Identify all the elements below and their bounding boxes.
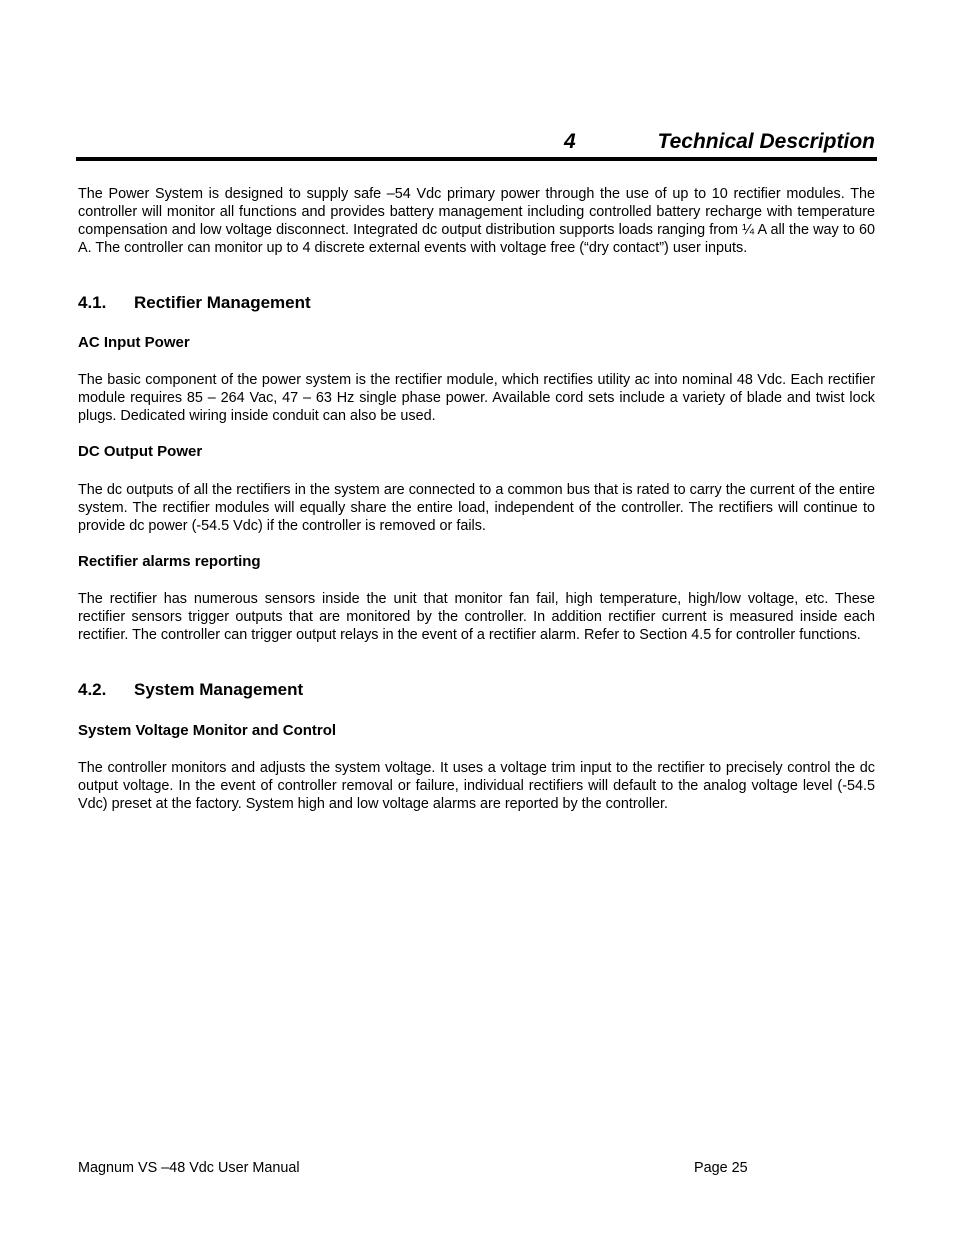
footer-manual-title: Magnum VS –48 Vdc User Manual xyxy=(78,1160,300,1176)
dc-output-paragraph: The dc outputs of all the rectifiers in the system are connected to a common bus that is rated to carry the current of the entire system. The rectifier modules will equally share the entire load, independent of the controller. The rectifiers will continue to provide dc power (-54.5 Vdc) if the controller is removed or fails. xyxy=(78,482,875,534)
ac-input-heading: AC Input Power xyxy=(78,334,190,351)
system-voltage-heading: System Voltage Monitor and Control xyxy=(78,722,337,739)
ac-input-paragraph: The basic component of the power system is the rectifier module, which rectifies utility ac into nominal 48 Vdc. Each rectifier module requires 85 – 264 Vac, 47 – 63 Hz single phase power. Available cord sets include a variety of blade and twist lock plugs. Dedicated wiring inside conduit can also be used. xyxy=(78,372,875,424)
chapter-title: Technical Description xyxy=(657,130,875,153)
section-4-1-heading xyxy=(78,292,311,314)
section-title: System Management xyxy=(134,680,304,699)
section-4-2-heading xyxy=(78,679,303,701)
section-number: 4.2. xyxy=(78,680,107,699)
section-number: 4.1. xyxy=(78,293,107,312)
chapter-divider xyxy=(76,157,877,161)
footer-page-number: Page 25 xyxy=(694,1160,748,1176)
system-voltage-paragraph: The controller monitors and adjusts the system voltage. It uses a voltage trim input to the rectifier to precisely control the dc output voltage. In the event of controller removal or failure, individual rectifiers will default to the analog voltage level (-54.5 Vdc) preset at the factory. System high and low voltage alarms are reported by the controller. xyxy=(78,760,875,812)
section-title: Rectifier Management xyxy=(134,293,311,312)
dc-output-heading: DC Output Power xyxy=(78,443,203,460)
chapter-heading xyxy=(78,130,875,158)
rectifier-alarms-paragraph: The rectifier has numerous sensors inside the unit that monitor fan fail, high temperature, high/low voltage, etc. These rectifier sensors trigger outputs that are monitored by the controller. In addition rectifier current is measured inside each rectifier. The controller can trigger output relays in the event of a rectifier alarm. Refer to Section 4.5 for controller functions. xyxy=(78,591,875,643)
intro-paragraph: The Power System is designed to supply safe –54 Vdc primary power through the use of up to 10 rectifier modules. The controller will monitor all functions and provides battery management including controlled battery recharge with temperature compensation and low voltage disconnect. Integrated dc output distribution supports loads ranging from ¼ A all the way to 60 A. The controller can monitor up to 4 discrete external events with voltage free (“dry contact”) user inputs. xyxy=(78,186,875,256)
chapter-number: 4 xyxy=(564,130,576,153)
rectifier-alarms-heading: Rectifier alarms reporting xyxy=(78,553,261,570)
